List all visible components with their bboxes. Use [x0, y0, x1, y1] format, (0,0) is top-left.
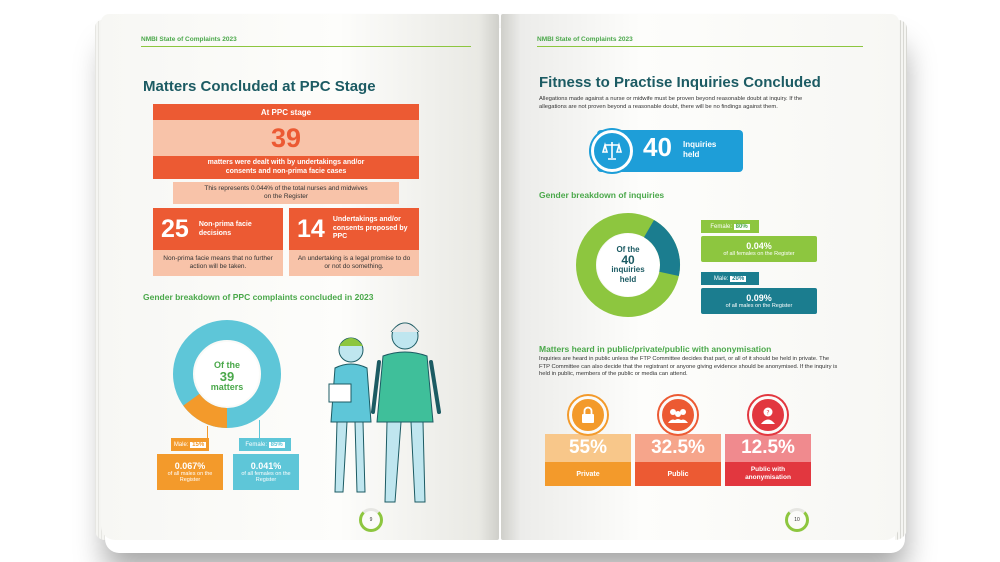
- anonymous-person-icon: [749, 396, 787, 434]
- gender-heading: Gender breakdown of PPC complaints concluded in 2023: [143, 292, 374, 302]
- male-pct: 20%: [732, 275, 745, 282]
- ppc-stage-label: At PPC stage: [153, 104, 419, 120]
- nurses-illustration: [313, 310, 453, 510]
- donut-held: held: [619, 275, 637, 284]
- female-pct: 85%: [270, 441, 283, 448]
- inquiries-label: Inquiries held: [683, 140, 717, 159]
- private-pct: 55%: [545, 434, 631, 462]
- donut-inquiries: inquiries: [611, 265, 645, 274]
- scales-icon: [591, 130, 633, 172]
- male-of-all: 0.09%: [746, 293, 772, 303]
- nonprima-number: 25: [161, 214, 189, 243]
- represents-note: This represents 0.044% of the total nurses and midwives on the Register: [173, 182, 399, 204]
- donut-of-the: Of the: [214, 359, 240, 370]
- page-title: Matters Concluded at PPC Stage: [143, 78, 376, 95]
- female-of-all-box: [701, 236, 817, 262]
- female-of-all-box: [233, 454, 299, 490]
- nurse-female: [329, 338, 371, 492]
- donut-number: 39: [219, 368, 235, 384]
- donut-of-the: Of the: [616, 245, 640, 254]
- inquiries-number: 40: [643, 132, 672, 162]
- intro-text: Allegations made against a nurse or midwife must be proven beyond reasonable doubt at inquiry. If the allegations are not proven beyond a reasonable doubt, there will be no findings against them.: [539, 96, 803, 110]
- nurse-male: [373, 323, 439, 502]
- public-label: Public: [635, 462, 721, 486]
- svg-text:?: ?: [766, 409, 770, 417]
- crowd-icon: [659, 396, 697, 434]
- undertakings-label: Undertakings and/or consents proposed by PPC: [332, 216, 408, 241]
- right-page: [501, 14, 899, 540]
- male-pct: 15%: [192, 441, 205, 448]
- female-label: Female:: [245, 441, 267, 448]
- page-number-right: 10: [785, 508, 809, 532]
- anon-label: Public with anonymisation: [725, 462, 811, 486]
- nonprima-label: Non-prima facie decisions: [198, 221, 252, 237]
- open-booklet: [95, 8, 905, 548]
- donut-number: 40: [621, 253, 635, 267]
- ftp-donut-label: [590, 240, 666, 290]
- lock-icon: [569, 396, 607, 434]
- female-of-all: 0.041%: [250, 460, 282, 471]
- matters-intro: Inquiries are heard in public unless the FTP Committee decides that part, or all of it should be held in private. The FTP Committee can also decide that the registrant or anyone giving evidence should be anonymised. If the inquiry is held in public, members of the public or media can attend.: [539, 356, 838, 377]
- male-of-all-desc: of all males on the Register: [725, 303, 793, 309]
- left-page: [101, 14, 499, 540]
- anon-pct: 12.5%: [725, 434, 811, 462]
- header-rule: [537, 46, 863, 47]
- female-connector: [259, 420, 260, 440]
- female-of-all: 0.04%: [746, 241, 772, 251]
- male-label: Male:: [173, 441, 189, 448]
- ppc-big-desc: matters were dealt with by undertakings and/or consents and non-prima facie cases: [153, 156, 419, 179]
- ppc-donut-label: [187, 354, 267, 398]
- male-of-all-box: [157, 454, 223, 490]
- undertakings-number: 14: [297, 214, 325, 243]
- male-pct-badge: [701, 272, 759, 285]
- male-of-all-box: [701, 288, 817, 314]
- public-pct: 32.5%: [635, 434, 721, 462]
- female-pct: 80%: [735, 223, 748, 230]
- page-title: Fitness to Practise Inquiries Concluded: [539, 74, 821, 91]
- female-pct-badge: [239, 438, 291, 451]
- ppc-big-number: 39: [153, 120, 419, 156]
- female-pct-badge: [701, 220, 759, 233]
- female-label: Female:: [710, 223, 732, 230]
- male-pct-badge: [171, 438, 209, 451]
- private-label: Private: [545, 462, 631, 486]
- male-label: Male:: [713, 275, 729, 282]
- page-header: NMBI State of Complaints 2023: [141, 36, 237, 43]
- female-of-all-desc: of all females on the Register: [241, 470, 291, 483]
- male-of-all: 0.067%: [174, 460, 206, 471]
- page-header: NMBI State of Complaints 2023: [537, 36, 633, 43]
- header-rule: [141, 46, 471, 47]
- donut-matters: matters: [210, 381, 244, 392]
- page-number-left: 9: [359, 508, 383, 532]
- nonprima-box: [153, 208, 283, 250]
- male-of-all-desc: of all males on the Register: [167, 470, 213, 483]
- undertakings-note: An undertaking is a legal promise to do or not do something.: [289, 250, 419, 276]
- undertakings-box: [289, 208, 419, 250]
- gender-heading: Gender breakdown of inquiries: [539, 190, 665, 200]
- female-of-all-desc: of all females on the Register: [723, 251, 795, 257]
- nonprima-note: Non-prima facie means that no further action will be taken.: [153, 250, 283, 276]
- matters-heading: Matters heard in public/private/public with anonymisation: [539, 344, 772, 354]
